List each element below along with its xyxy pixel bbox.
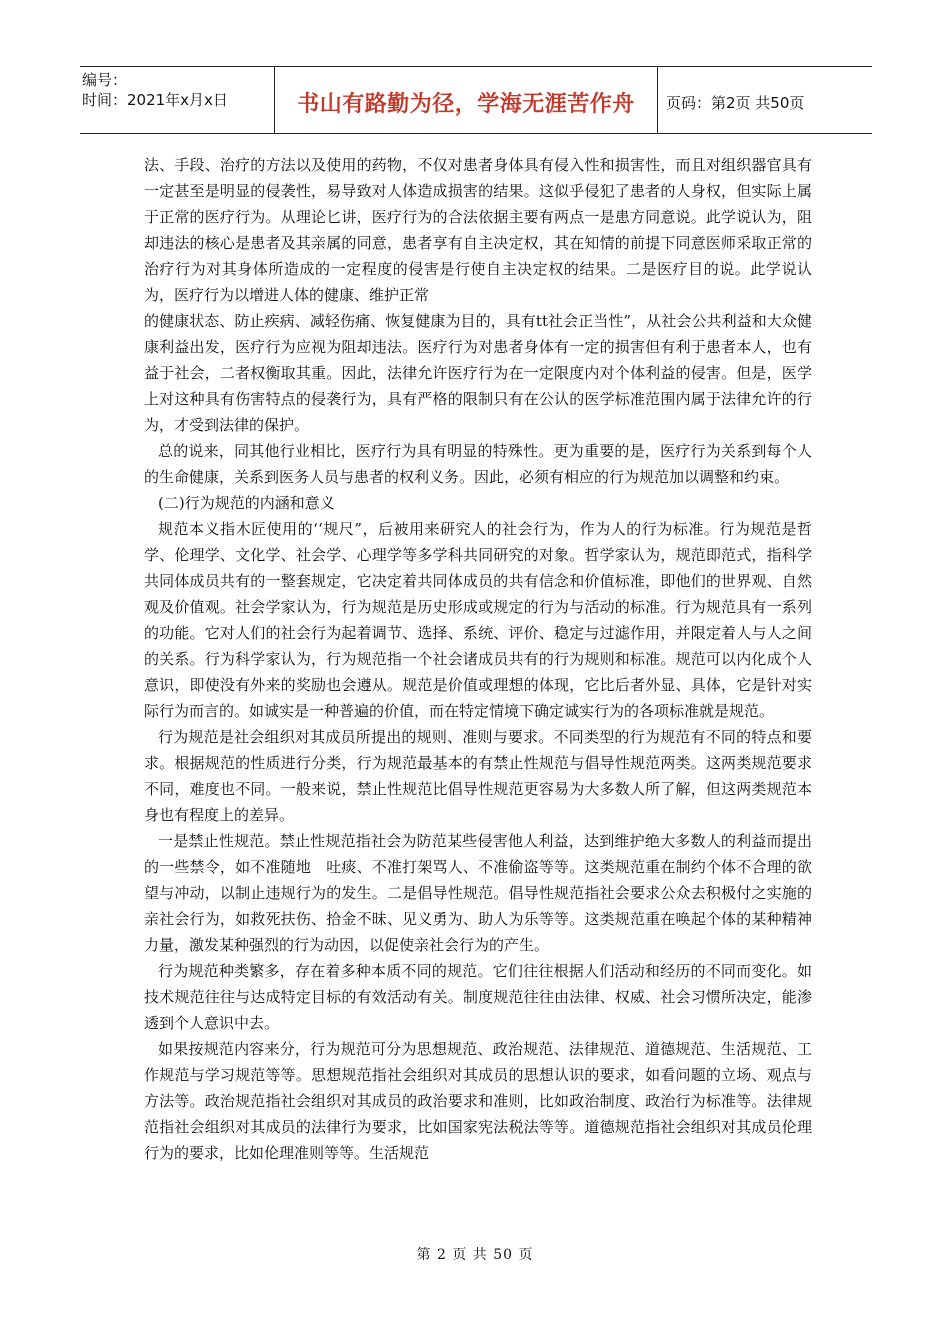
paragraph: 行为规范是社会组织对其成员所提出的规则、准则与要求。不同类型的行为规范有不同的特点和要求。根据规范的性质进行分类，行为规范最基本的有禁止性规范与倡导性规范两类。这两类规范要求不同，难度也不同。一般来说，禁止性规范比倡导性规范更容易为大多数人所了解，但这两类规范本身也有程度上的差异。: [144, 728, 812, 824]
header-page-cell: [658, 67, 872, 133]
document-date-label: 时间：2021年x月x日: [82, 91, 228, 109]
document-body: [144, 152, 812, 1166]
page-footer: 第 2 页 共 50 页: [416, 1247, 534, 1263]
header-motto: 书山有路勤为径，学海无涯苦作舟: [297, 91, 635, 117]
paragraph: 的健康状态、防止疾病、减轻伤痛、恢复健康为目的，具有tt社会正当性”，从社会公共利益和大众健康利益出发，医疗行为应视为阻却违法。医疗行为对患者身体有一定的损害但有利于患者本人，也有益于社会，二者权衡取其重。因此，法律允许医疗行为在一定限度内对个体利益的侵害。但是，医学上对这种具有伤害特点的侵袭行为，具有严格的限制只有在公认的医学标准范围内属于法律允许的行为，才受到法律的保护。: [144, 312, 812, 434]
document-number-label: 编号：: [82, 71, 128, 89]
section-heading: (二)行为规范的内涵和意义: [158, 494, 335, 512]
header-page-number: 页码：第2页 共50页: [666, 93, 805, 112]
paragraph: 如果按规范内容来分，行为规范可分为思想规范、政治规范、法律规范、道德规范、生活规范、工作规范与学习规范等等。思想规范指社会组织对其成员的思想认识的要求，如看问题的立场、观点与方法等。政治规范指社会组织对其成员的政治要求和准则，比如政治制度、政治行为标准等。法律规范指社会组织对其成员的法律行为要求，比如国家宪法税法等等。道德规范指社会组织对其成员伦理行为的要求，比如伦理准则等等。生活规范: [144, 1040, 812, 1162]
paragraph: 行为规范种类繁多，存在着多种本质不同的规范。它们往往根据人们活动和经历的不同而变化。如技术规范往往与达成特定目标的有效活动有关。制度规范往往由法律、权威、社会习惯所决定，能渗透到个人意识中去。: [144, 962, 812, 1032]
paragraph: 一是禁止性规范。禁止性规范指社会为防范某些侵害他人利益，达到维护绝大多数人的利益而提出的一些禁令，如不准随地 吐痰、不准打架骂人、不准偷盗等等。这类规范重在制约个体不合理的欲望与冲动，以制止违规行为的发生。二是倡导性规范。倡导性规范指社会要求公众去积极付之实施的亲社会行为，如救死扶伤、拾金不昧、见义勇为、助人为乐等等。这类规范重在唤起个体的某种精神力量，激发某种强烈的行为动因，以促使亲社会行为的产生。: [144, 832, 812, 954]
header-motto-cell: [274, 67, 658, 133]
header-meta: [80, 67, 274, 133]
paragraph: 法、手段、治疗的方法以及使用的药物，不仅对患者身体具有侵入性和损害性，而且对组织器官具有一定甚至是明显的侵袭性，易导致对人体造成损害的结果。这似乎侵犯了患者的人身权，但实际上属于正常的医疗行为。从理论匕讲，医疗行为的合法依据主要有两点一是患方同意说。此学说认为，阻却违法的核心是患者及其亲属的同意，患者享有自主决定权，其在知情的前提下同意医师采取正常的治疗行为对其身体所造成的一定程度的侵害是行使自主决定权的结果。二是医疗目的说。此学说认为，医疗行为以增进人体的健康、维护正常: [144, 156, 812, 304]
paragraph: 总的说来，同其他行业相比，医疗行为具有明显的特殊性。更为重要的是，医疗行为关系到每个人的生命健康，关系到医务人员与患者的权利义务。因此，必须有相应的行为规范加以调整和约束。: [144, 442, 812, 486]
page-header: [80, 66, 872, 134]
paragraph: 规范本义指木匠使用的‘‘规尺”，后被用来研究人的社会行为，作为人的行为标准。行为规范是哲学、伦理学、文化学、社会学、心理学等多学科共同研究的对象。哲学家认为，规范即范式，指科学共同体成员共有的一整套规定，它决定着共同体成员的共有信念和价值标准，即他们的世界观、自然观及价值观。社会学家认为，行为规范是历史形成或规定的行为与活动的标准。行为规范具有一系列的功能。它对人们的社会行为起着调节、选择、系统、评价、稳定与过滤作用，并限定着人与人之间的关系。行为科学家认为，行为规范指一个社会诸成员共有的行为规则和标准。规范可以内化成个人意识，即使没有外来的奖励也会遵从。规范是价值或理想的体现，它比后者外显、具体，它是针对实际行为而言的。如诚实是一种普遍的价值，而在特定情境下确定诚实行为的各项标准就是规范。: [144, 520, 812, 720]
